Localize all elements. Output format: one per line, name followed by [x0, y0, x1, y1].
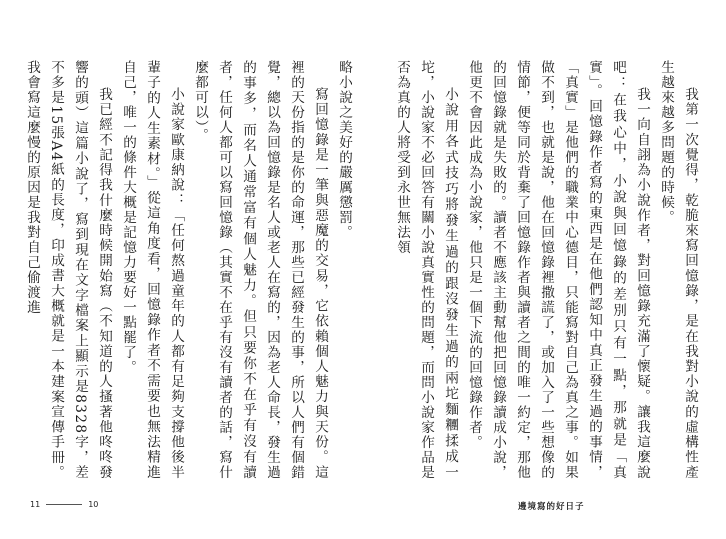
left-page-body	[24, 60, 356, 480]
paragraph-continuation: 略小說之美好的嚴厲懲罰。	[336, 60, 352, 240]
paragraph: 小說用各式技巧將發生過的跟沒發生過的兩坨麵糰揉成一坨，小說家不必回答有關小說真實性的問題，而問小說家作品是否為真的人將受到永世無法領	[394, 60, 458, 480]
paragraph: 我一向自詡為小說作者，對回憶錄充滿了懷疑。讓我這麼說吧：在我心中，小說與回憶錄的差別只有一點，那就是「真實」。回憶錄作者寫的東西是在他們認知中真正發生過的事情，「真實」是他們的職業中心德目，只能寫對自己為真之事。如果做不到，也就是說，他在回憶錄裡撒謊了，或加入了一些想像的情節，便等同於背棄了回憶錄作者與讀者之間的唯一約定，那他的回憶錄就是失敗的。讀者不應該主動幫他把回憶錄讀成小說，他更不會因此成為小說家，他只是一個下流的回憶錄作者。	[466, 60, 650, 480]
right-page-body	[394, 60, 702, 480]
page-number-left: 11	[30, 500, 41, 509]
paragraph: 我已經不記得我什麼時候開始寫（不知道的人搔著他咚咚發響的頭）這篇小說了，寫到現在文字檔案上顯示是8328字，差不多是15張A4紙的長度，印成書大概就是一本建案宣傳手冊。我會寫這麼慢的原因是我對自己偷渡進	[24, 60, 112, 480]
paragraph: 小說家歐康納說：「任何熬過童年的人都有足夠支撐他後半輩子的人生素材。」從這角度看，回憶錄作者不需要也無法精進自己，唯一的條件大概是記憶力要好一點罷了。	[120, 60, 184, 480]
paragraph: 我第一次覺得，乾脆來寫回憶錄，是在我對小說的虛構性產生越來越多問題的時候。	[658, 60, 698, 480]
paragraph: 寫回憶錄是一筆與惡魔的交易，它依賴個人魅力與天份。這裡的天份指的是你的命運，那些已經發生的事，所以人們有個錯覺，總以為回憶錄是名人或老人在寫的，因為老人命長，發生過的事多，而名人通常富有個人魅力。但只要你不在乎有沒有讀者，任何人都可以寫回憶錄（其實不在乎有沒有讀者的話，寫什麼都可以）。	[192, 60, 328, 480]
folio-divider	[46, 504, 82, 505]
folio	[30, 500, 98, 509]
running-title: 邊境寫的好日子	[518, 502, 585, 512]
right-page	[394, 60, 702, 480]
page-number-right: 10	[88, 500, 99, 509]
left-page	[24, 60, 356, 480]
